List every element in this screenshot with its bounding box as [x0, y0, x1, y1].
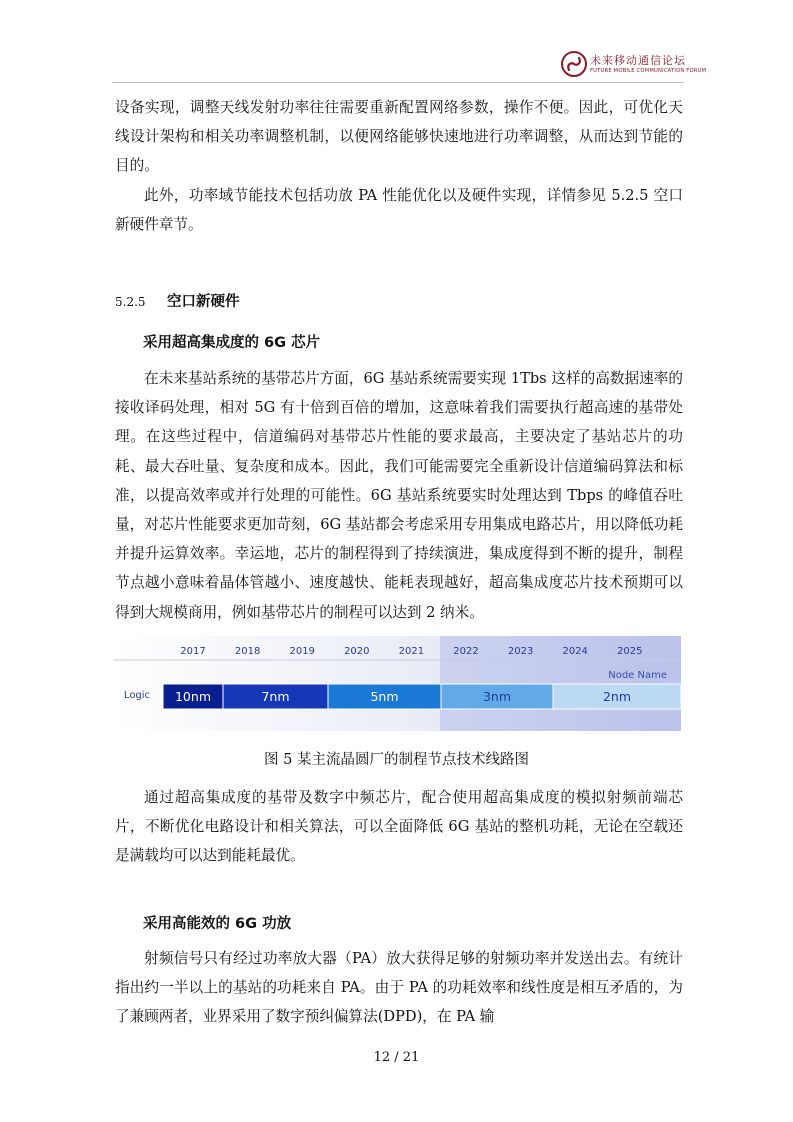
paragraph-power-amplifier: 射频信号只有经过功率放大器（PA）放大获得足够的射频功率并发送出去。有统计指出约一半以上的基站的功耗来自 PA。由于 PA 的功耗效率和线性度是相互矛盾的，为了兼顾两者，业界采用了数字预纠偏算法(DPD)，在 PA 输 [115, 950, 683, 1026]
page-number: 12 / 21 [373, 1050, 420, 1065]
year-label: 2022 [453, 646, 479, 657]
year-label: 2024 [562, 646, 588, 657]
paragraph-baseband-chip: 在未来基站系统的基带芯片方面，6G 基站系统需要实现 1Tbs 这样的高数据速率的接收译码处理，相对 5G 有十倍到百倍的增加，这意味着我们需要执行超高速的基带处理。在这些过程中，信道编码对基带芯片性能的要求最高，主要决定了基站芯片的功耗、最大吞吐量、复杂度和成本。因此，我们可能需要完全重新设计信道编码算法和标准，以提高效率或并行处理的可能性。6G 基站系统要实时处理达到 Tbps 的峰值吞吐量，对芯片性能要求更加苛刻，6G 基站都会考虑采用专用集成电路芯片，用以降低功耗并提升运算效率。幸运地，芯片的制程得到了持续演进，集成度得到不断的提升，制程节点越小意味着晶体管越小、速度越快、能耗表现越好，超高集成度芯片技术预期可以得到大规模商用，例如基带芯片的制程可以达到 2 纳米。 [115, 370, 683, 621]
year-label: 2025 [617, 646, 643, 657]
forum-logo-icon [560, 50, 588, 78]
paragraph-continuation: 设备实现，调整天线发射功率往往需要重新配置网络参数，操作不便。因此，可优化天线设计架构和相关功率调整机制，以便网络能够快速地进行功率调整，从而达到节能的目的。 [115, 99, 683, 175]
paragraph-power-domain: 此外，功率域节能技术包括功放 PA 性能优化以及硬件实现，详情参见 5.2.5 空口新硬件章节。 [115, 187, 683, 234]
node-label: 7nm [261, 689, 290, 704]
section-title: 空口新硬件 [167, 294, 240, 310]
year-label: 2017 [180, 646, 206, 657]
logic-row-label: Logic [123, 690, 151, 701]
process-node-roadmap-figure [113, 636, 681, 731]
node-name-label: Node Name [608, 670, 667, 681]
year-label: 2023 [507, 646, 534, 657]
year-label: 2021 [398, 646, 425, 657]
subheading-6g-chip: 采用超高集成度的 6G 芯片 [143, 335, 321, 351]
node-label: 3nm [482, 689, 512, 704]
forum-logo [560, 48, 710, 84]
header-divider [112, 82, 684, 83]
node-label: 2nm [602, 689, 632, 704]
year-label: 2018 [234, 646, 261, 657]
section-number: 5.2.5 [115, 295, 146, 309]
node-label: 5nm [370, 689, 399, 704]
node-label: 10nm [174, 689, 212, 704]
section-heading [115, 290, 240, 311]
subheading-6g-pa: 采用高能效的 6G 功放 [143, 916, 292, 932]
figure-caption: 图 5 某主流晶圆厂的制程节点技术线路图 [264, 752, 529, 768]
logo-chinese-text: 未来移动通信论坛 [590, 54, 686, 67]
year-label: 2020 [344, 646, 370, 657]
year-label: 2019 [289, 646, 315, 657]
logo-english-text: FUTURE MOBILE COMMUNICATION FORUM [590, 68, 707, 74]
paragraph-integration: 通过超高集成度的基带及数字中频芯片，配合使用超高集成度的模拟射频前端芯片，不断优化电路设计和相关算法，可以全面降低 6G 基站的整机功耗，无论在空载还是满载均可以达到能耗最优。 [115, 789, 683, 865]
